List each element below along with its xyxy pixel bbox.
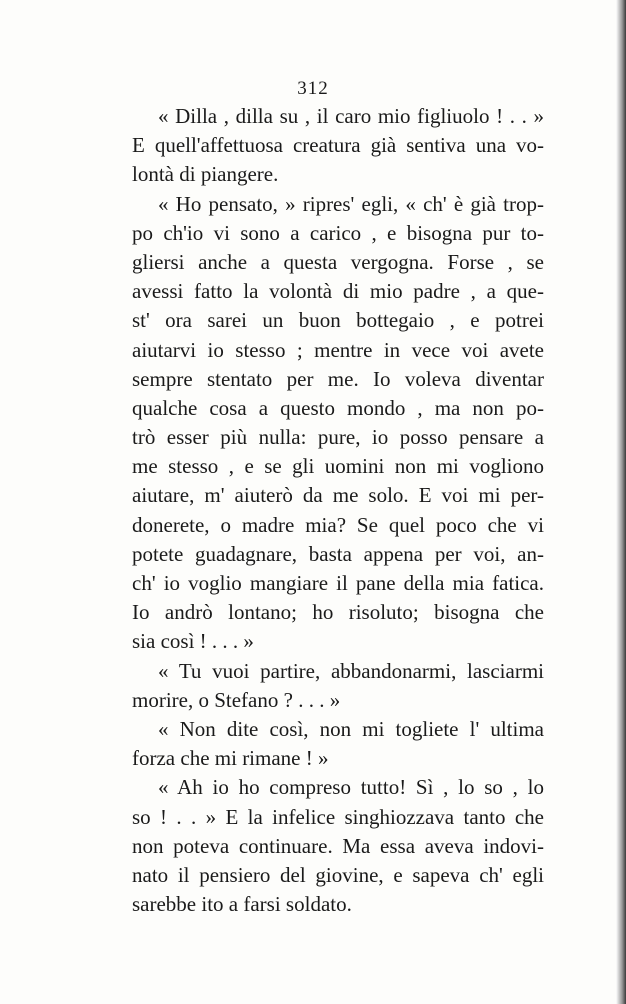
- text-line: sempre stentato per me. Io voleva diventar: [132, 366, 544, 391]
- text-line: st' ora sarei un buon bottegaio , e potrei: [132, 308, 544, 333]
- text-line: lontà di piangere.: [132, 162, 279, 187]
- text-line: qualche cosa a questo mondo , ma non po-: [132, 395, 544, 420]
- text-line: morire, o Stefano ? . . . »: [132, 687, 341, 712]
- text-line: « Non dite così, non mi togliete l' ultima: [158, 716, 544, 741]
- text-line: me stesso , e se gli uomini non mi vogliono: [132, 454, 544, 479]
- text-line: Io andrò lontano; ho risoluto; bisogna che: [132, 600, 544, 625]
- page-edge: [616, 0, 626, 1004]
- text-line: avessi fatto la volontà di mio padre , a que-: [132, 279, 544, 304]
- text-line: aiutare, m' aiuterò da me solo. E voi mi per-: [132, 483, 544, 508]
- text-line: gliersi anche a questa vergogna. Forse , se: [132, 249, 544, 274]
- text-line: « Ah io ho compreso tutto! Sì , lo so , lo: [158, 775, 544, 800]
- body-text: [132, 102, 544, 919]
- text-line: potete guadagnare, basta appena per voi, an-: [132, 541, 544, 566]
- text-line: trò esser più nulla: pure, io posso pensare a: [132, 425, 544, 450]
- text-line: « Ho pensato, » ripres' egli, « ch' è già trop-: [158, 191, 544, 216]
- text-line: so ! . . » E la infelice singhiozzava tanto che: [132, 804, 544, 829]
- page-number: 312: [297, 78, 329, 99]
- text-line: donerete, o madre mia? Se quel poco che vi: [132, 512, 544, 537]
- text-line: forza che mi rimane ! »: [132, 746, 329, 771]
- text-line: sarebbe ito a farsi soldato.: [132, 892, 352, 917]
- text-line: sia così ! . . . »: [132, 629, 254, 654]
- text-line: nato il pensiero del giovine, e sapeva ch' egli: [132, 862, 544, 887]
- text-line: non poteva continuare. Ma essa aveva indovi-: [132, 833, 544, 858]
- text-line: ch' io voglio mangiare il pane della mia fatica.: [132, 571, 544, 595]
- text-line: « Tu vuoi partire, abbandonarmi, lasciarmi: [158, 658, 544, 683]
- text-line: « Dilla , dilla su , il caro mio figliuolo ! . . »: [158, 104, 544, 128]
- text-line: po ch'io vi sono a carico , e bisogna pur to-: [132, 220, 544, 245]
- text-line: aiutarvi io stesso ; mentre in vece voi avete: [132, 337, 544, 362]
- text-line: E quell'affettuosa creatura già sentiva una vo-: [132, 133, 544, 158]
